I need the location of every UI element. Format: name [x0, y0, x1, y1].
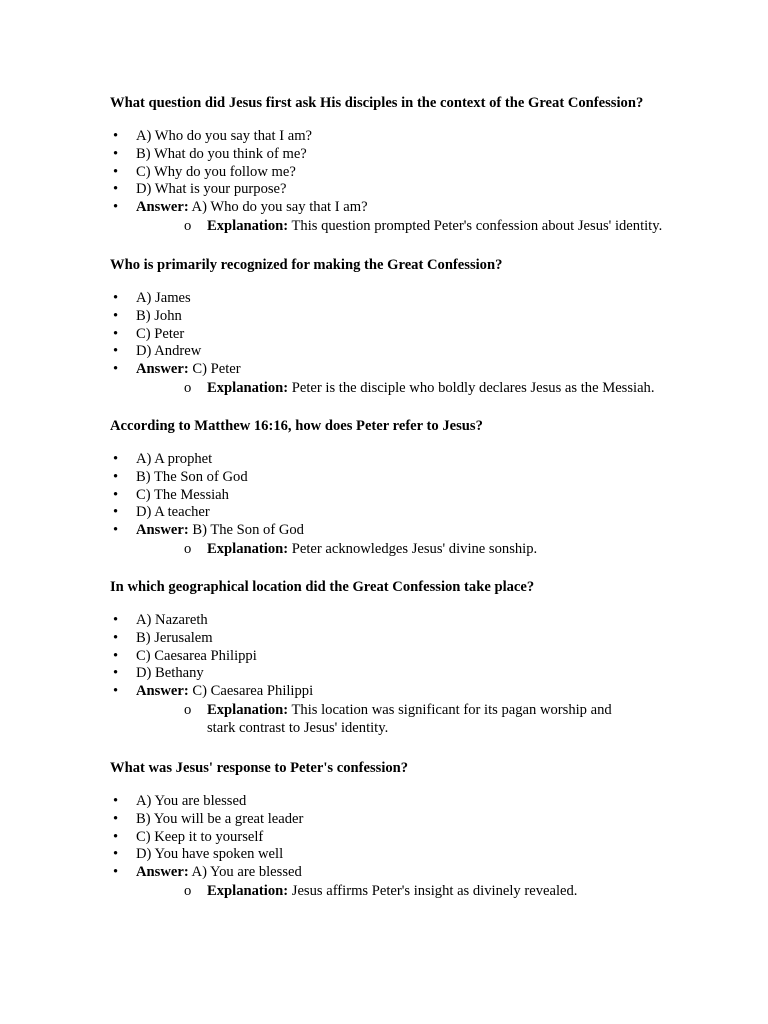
question-block: [110, 578, 728, 737]
answer-label: Answer:: [136, 522, 189, 539]
question-title: Who is primarily recognized for making the Great Confession?: [110, 257, 503, 273]
answer-item: [110, 361, 728, 397]
question-title: According to Matthew 16:16, how does Peter refer to Jesus?: [110, 418, 483, 434]
option-item: • B) John: [110, 308, 728, 326]
explanation-text: Peter acknowledges Jesus' divine sonship.: [291, 540, 538, 557]
question-block: [110, 759, 728, 900]
option-item: • B) What do you think of me?: [110, 146, 728, 164]
answer-text: A) Who do you say that I am?: [191, 199, 368, 216]
question-block: [110, 256, 728, 397]
answer-label: Answer:: [136, 864, 189, 881]
question-block: [110, 94, 728, 235]
option-item: • A) James: [110, 290, 728, 308]
sub-bullet-icon: o: [184, 540, 192, 557]
option-item: • C) Keep it to yourself: [110, 829, 728, 847]
option-item: • B) You will be a great leader: [110, 811, 728, 829]
sub-bullet-icon: o: [184, 379, 192, 396]
answer-item: [110, 864, 728, 900]
explanation-label: Explanation:: [207, 540, 289, 557]
explanation-item: [136, 379, 728, 397]
explanation-text: Peter is the disciple who boldly declares Jesus as the Messiah.: [291, 379, 655, 396]
option-item: • A) You are blessed: [110, 793, 728, 811]
option-list: [110, 793, 728, 900]
explanation-label: Explanation:: [207, 882, 289, 899]
answer-label: Answer:: [136, 199, 189, 216]
answer-text: A) You are blessed: [191, 864, 302, 881]
explanation-item: [136, 701, 728, 737]
option-list: [110, 128, 728, 235]
question-title: In which geographical location did the Great Confession take place?: [110, 579, 535, 595]
option-item: • C) Caesarea Philippi: [110, 648, 728, 666]
explanation-text: This question prompted Peter's confession about Jesus' identity.: [291, 217, 663, 234]
answer-label: Answer:: [136, 361, 189, 378]
option-item: • D) Andrew: [110, 343, 728, 361]
answer-text: C) Caesarea Philippi: [192, 683, 314, 700]
option-item: • B) Jerusalem: [110, 630, 728, 648]
question-block: [110, 417, 728, 558]
answer-text: C) Peter: [192, 361, 241, 378]
option-item: • D) Bethany: [110, 665, 728, 683]
option-item: • A) Who do you say that I am?: [110, 128, 728, 146]
explanation-label: Explanation:: [207, 379, 289, 396]
option-list: [110, 451, 728, 558]
option-item: • D) What is your purpose?: [110, 181, 728, 199]
question-title: What question did Jesus first ask His disciples in the context of the Great Confession?: [110, 95, 644, 111]
option-item: • D) You have spoken well: [110, 846, 728, 864]
sub-bullet-icon: o: [184, 882, 192, 899]
sub-bullet-icon: o: [184, 217, 192, 234]
explanation-item: [136, 882, 728, 900]
question-title: What was Jesus' response to Peter's confession?: [110, 760, 409, 776]
explanation-text: This location was significant for its pagan worship and stark contrast to Jesus' identity.: [207, 701, 612, 736]
option-list: [110, 290, 728, 397]
explanation-item: [136, 540, 728, 558]
answer-item: [110, 522, 728, 558]
option-item: • C) Why do you follow me?: [110, 164, 728, 182]
answer-item: [110, 683, 728, 737]
sub-bullet-icon: o: [184, 701, 192, 718]
option-item: • C) The Messiah: [110, 487, 728, 505]
explanation-text: Jesus affirms Peter's insight as divinely revealed.: [291, 882, 578, 899]
option-item: • A) Nazareth: [110, 612, 728, 630]
option-item: • C) Peter: [110, 326, 728, 344]
answer-label: Answer:: [136, 683, 189, 700]
answer-text: B) The Son of God: [192, 522, 304, 539]
option-item: • A) A prophet: [110, 451, 728, 469]
option-item: • B) The Son of God: [110, 469, 728, 487]
answer-item: [110, 199, 728, 235]
explanation-label: Explanation:: [207, 217, 289, 234]
explanation-item: [136, 217, 728, 235]
option-list: [110, 612, 728, 737]
explanation-label: Explanation:: [207, 701, 289, 718]
option-item: • D) A teacher: [110, 504, 728, 522]
